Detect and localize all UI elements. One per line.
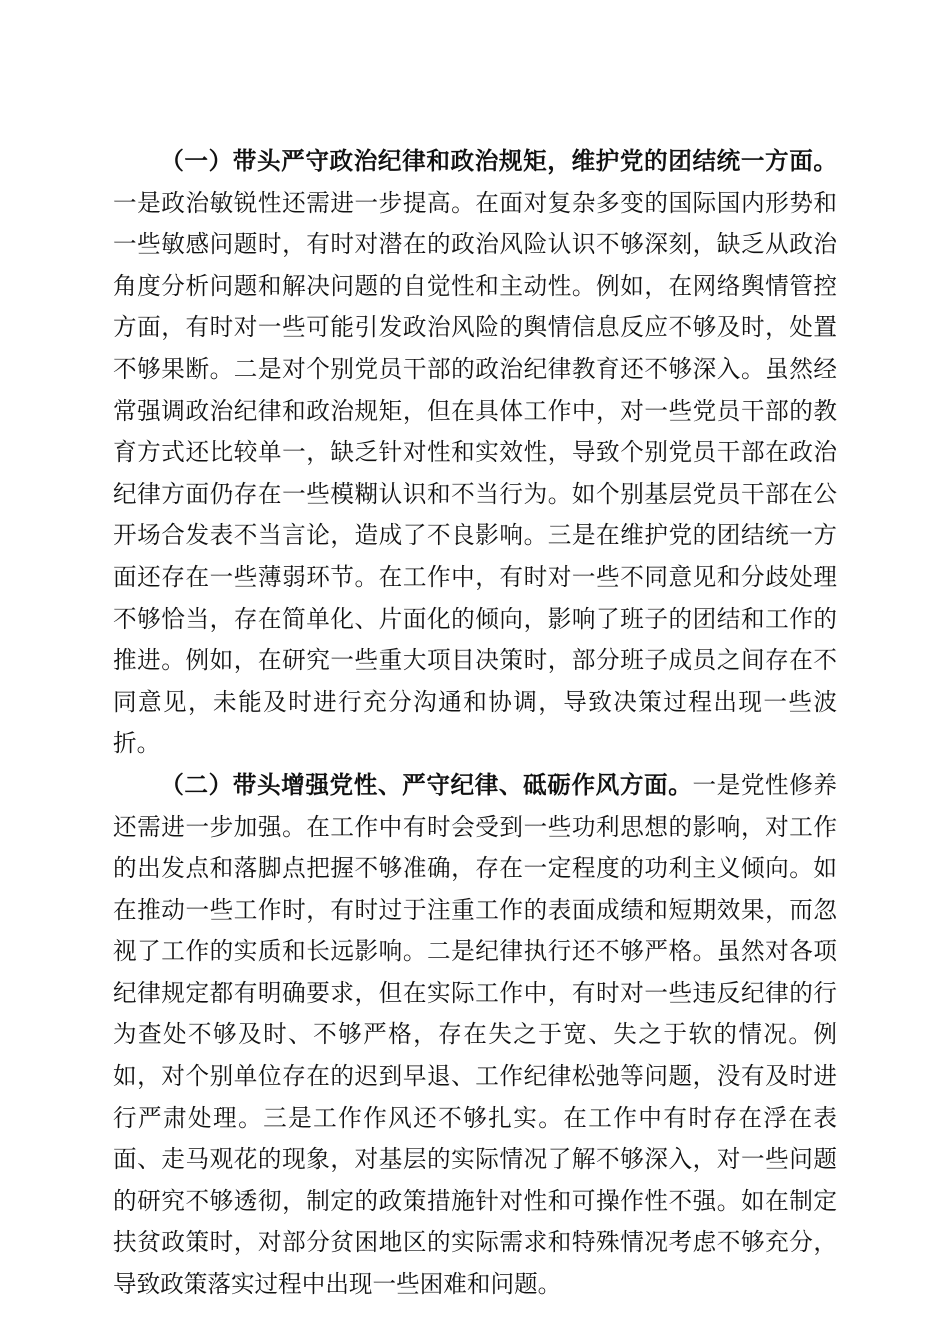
document-page xyxy=(113,141,837,1306)
paragraph-1-heading: （一）带头严守政治纪律和政治规矩，维护党的团结统一方面。 xyxy=(160,147,837,175)
paragraph-1 xyxy=(113,141,837,765)
paragraph-2-body: 一是党性修养还需进一步加强。在工作中有时会受到一些功利思想的影响，对工作的出发点和落脚点把握不够准确，存在一定程度的功利主义倾向。如在推动一些工作时，有时过于注重工作的表面成绩和短期效果，而忽视了工作的实质和长远影响。二是纪律执行还不够严格。虽然对各项纪律规定都有明确要求，但在实际工作中，有时对一些违反纪律的行为查处不够及时、不够严格，存在失之于宽、失之于软的情况。例如，对个别单位存在的迟到早退、工作纪律松弛等问题，没有及时进行严肃处理。三是工作作风还不够扎实。在工作中有时存在浮在表面、走马观花的现象，对基层的实际情况了解不够深入，对一些问题的研究不够透彻，制定的政策措施针对性和可操作性不强。如在制定扶贫政策时，对部分贫困地区的实际需求和特殊情况考虑不够充分，导致政策落实过程中出现一些困难和问题。 xyxy=(113,770,838,1299)
paragraph-2 xyxy=(113,765,837,1306)
paragraph-2-heading: （二）带头增强党性、严守纪律、砥砺作风方面。 xyxy=(160,770,693,799)
paragraph-1-body: 一是政治敏锐性还需进一步提高。在面对复杂多变的国际国内形势和一些敏感问题时，有时对潜在的政治风险认识不够深刻，缺乏从政治角度分析问题和解决问题的自觉性和主动性。例如，在网络舆情管控方面，有时对一些可能引发政治风险的舆情信息反应不够及时，处置不够果断。二是对个别党员干部的政治纪律教育还不够深入。虽然经常强调政治纪律和政治规矩，但在具体工作中，对一些党员干部的教育方式还比较单一，缺乏针对性和实效性，导致个别党员干部在政治纪律方面仍存在一些模糊认识和不当行为。如个别基层党员干部在公开场合发表不当言论，造成了不良影响。三是在维护党的团结统一方面还存在一些薄弱环节。在工作中，有时对一些不同意见和分歧处理不够恰当，存在简单化、片面化的倾向，影响了班子的团结和工作的推进。例如，在研究一些重大项目决策时，部分班子成员之间存在不同意见，未能及时进行充分沟通和协调，导致决策过程出现一些波折。 xyxy=(113,188,837,758)
